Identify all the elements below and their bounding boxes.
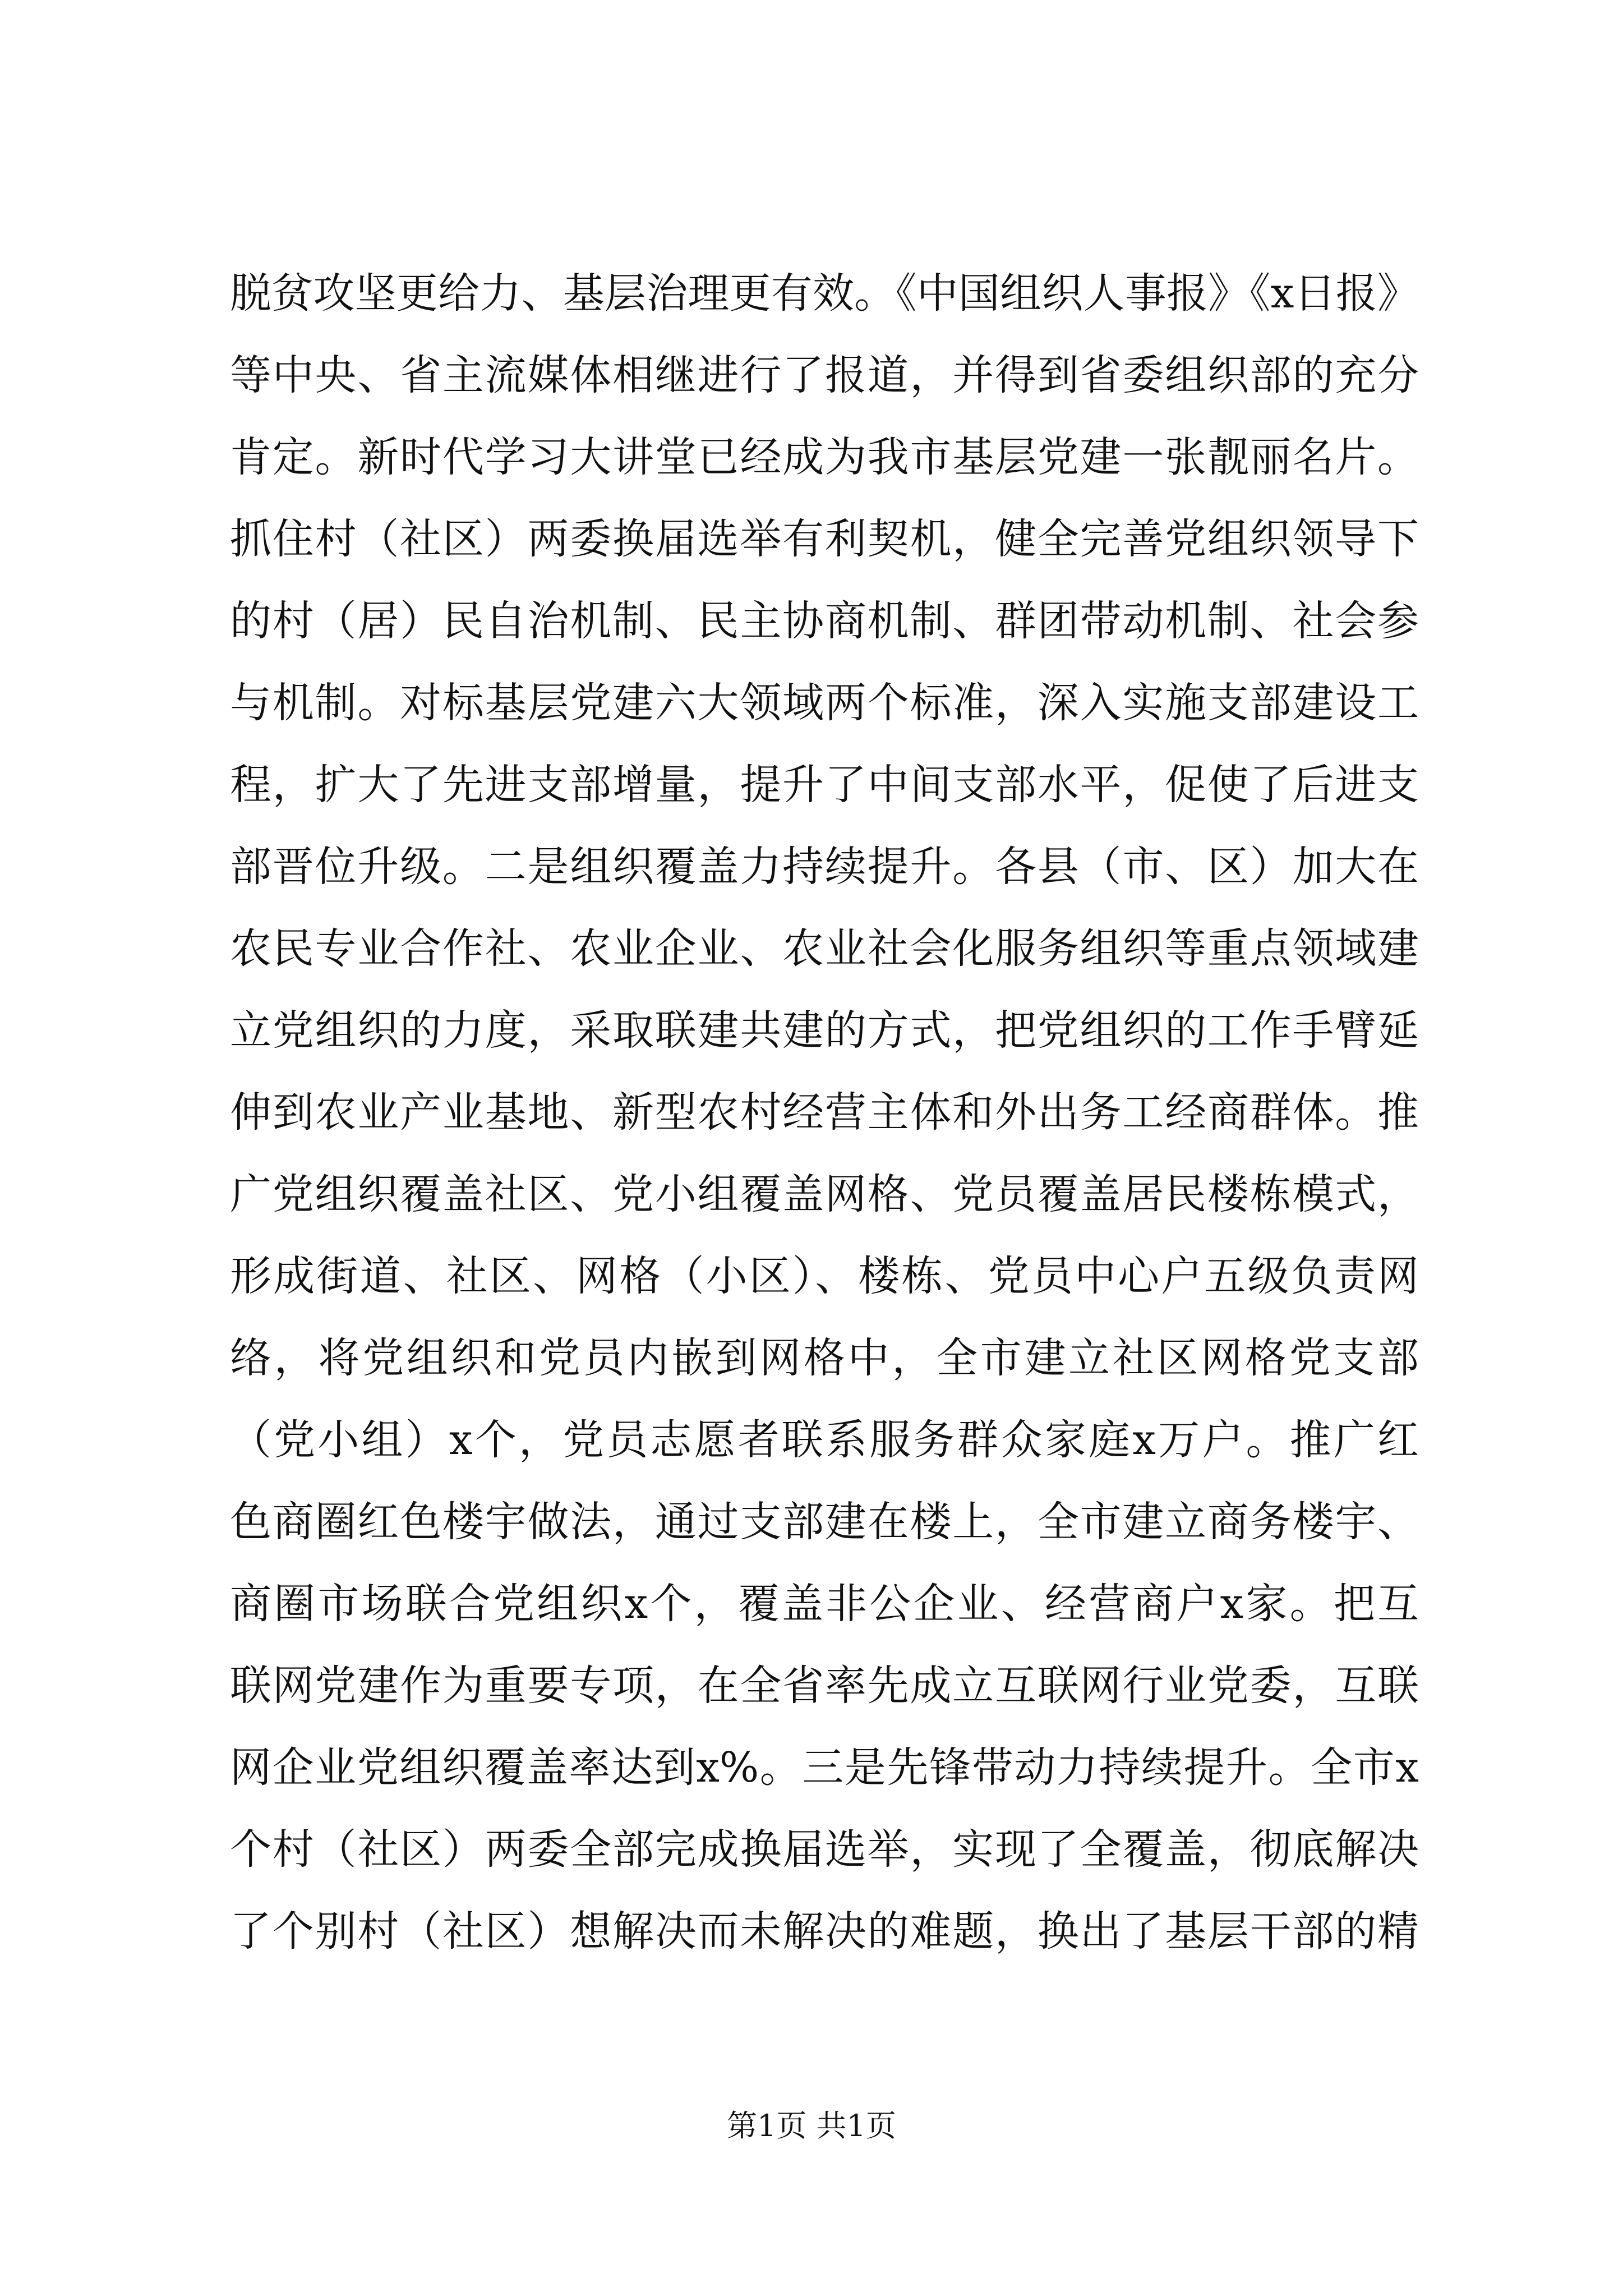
text-line: 的村（居）民自治机制、民主协商机制、群团带动机制、社会参 bbox=[230, 597, 1419, 645]
text-line: 农民专业合作社、农业企业、农业社会化服务组织等重点领域建 bbox=[230, 924, 1419, 973]
text-line: 联网党建作为重要专项，在全省率先成立互联网行业党委，互联 bbox=[230, 1662, 1419, 1710]
text-line: 部晋位升级。二是组织覆盖力持续提升。各县（市、区）加大在 bbox=[230, 843, 1419, 891]
text-line: 肯定。新时代学习大讲堂已经成为我市基层党建一张靓丽名片。 bbox=[230, 433, 1419, 481]
text-line: 个村（社区）两委全部完成换届选举，实现了全覆盖，彻底解决 bbox=[230, 1825, 1419, 1874]
page-footer: 第1页 共1页 bbox=[727, 2108, 896, 2143]
text-line: 等中央、省主流媒体相继进行了报道，并得到省委组织部的充分 bbox=[230, 351, 1419, 399]
text-line: 络，将党组织和党员内嵌到网格中，全市建立社区网格党支部 bbox=[230, 1334, 1419, 1382]
text-line: 广党组织覆盖社区、党小组覆盖网格、党员覆盖居民楼栋模式， bbox=[230, 1170, 1419, 1218]
text-line: 伸到农业产业基地、新型农村经营主体和外出务工经商群体。推 bbox=[230, 1088, 1419, 1137]
text-line: 了个别村（社区）想解决而未解决的难题，换出了基层干部的精 bbox=[230, 1907, 1419, 1955]
text-line: 色商圈红色楼宇做法，通过支部建在楼上，全市建立商务楼宇、 bbox=[230, 1498, 1419, 1546]
text-line: 形成街道、社区、网格（小区）、楼栋、党员中心户五级负责网 bbox=[230, 1252, 1419, 1300]
document-body bbox=[230, 252, 1419, 1972]
text-line: 立党组织的力度，采取联建共建的方式，把党组织的工作手臂延 bbox=[230, 1006, 1419, 1055]
text-line: （党小组）x个，党员志愿者联系服务群众家庭x万户。推广红 bbox=[230, 1416, 1419, 1464]
text-line: 商圈市场联合党组织x个，覆盖非公企业、经营商户x家。把互 bbox=[230, 1580, 1419, 1628]
text-line: 网企业党组织覆盖率达到x%。三是先锋带动力持续提升。全市x bbox=[230, 1743, 1419, 1792]
text-line: 与机制。对标基层党建六大领域两个标准，深入实施支部建设工 bbox=[230, 679, 1419, 727]
text-line: 抓住村（社区）两委换届选举有利契机，健全完善党组织领导下 bbox=[230, 515, 1419, 563]
text-line: 程，扩大了先进支部增量，提升了中间支部水平，促使了后进支 bbox=[230, 761, 1419, 809]
text-line: 脱贫攻坚更给力、基层治理更有效。《中国组织人事报》《x日报》 bbox=[230, 269, 1419, 318]
